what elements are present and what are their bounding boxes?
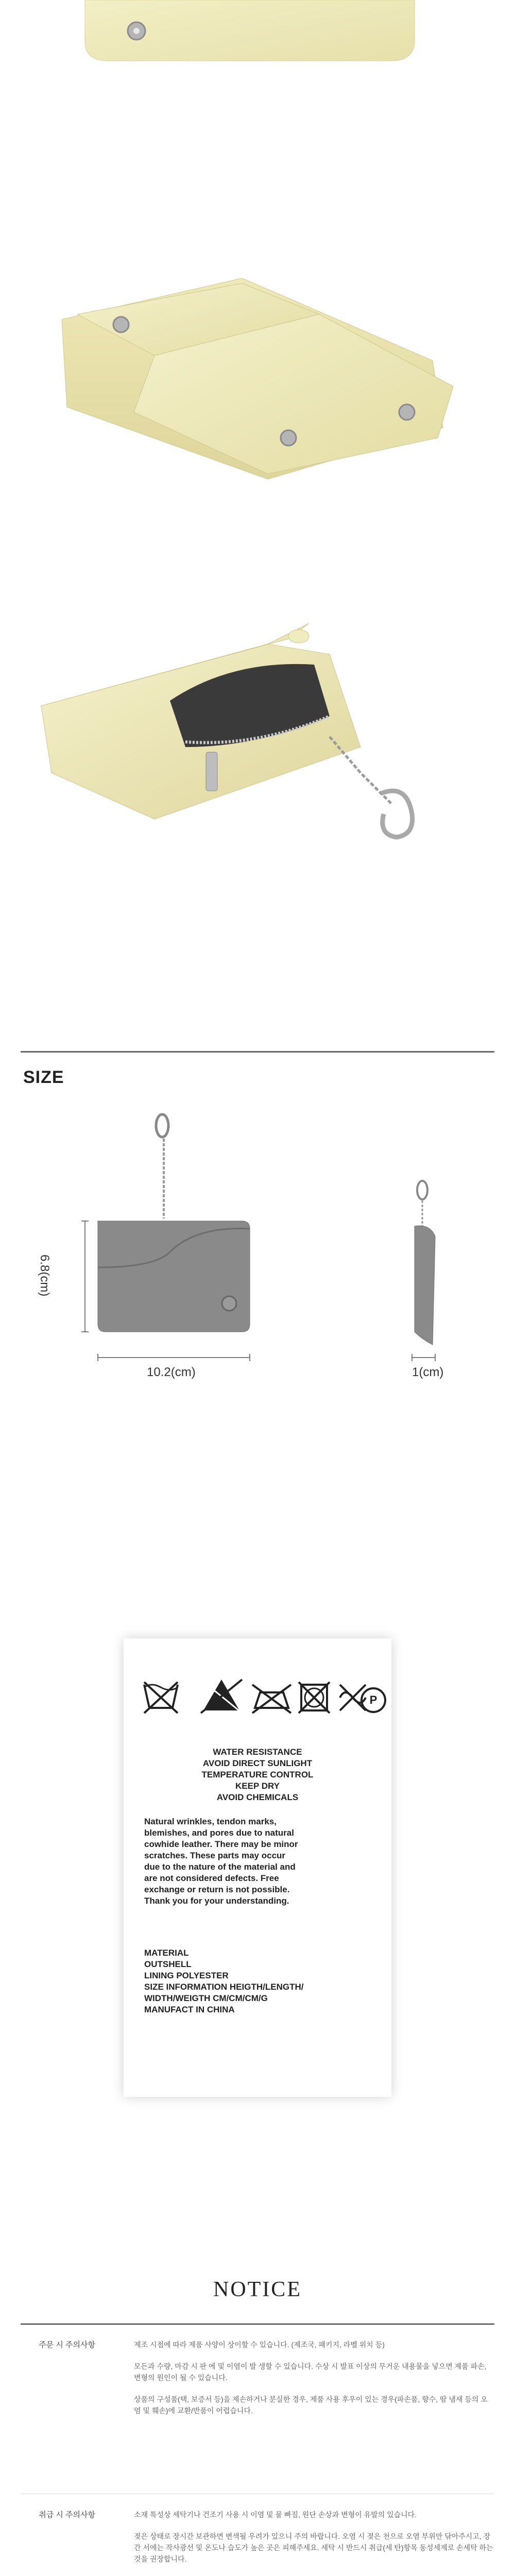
material-line: LINING POLYESTER [144,1971,229,1980]
care-lines-bottom [144,1947,371,2015]
wallet-closeup-illustration [0,0,515,64]
care-icons-row [124,1664,391,1731]
notice-row-body [134,2509,494,2575]
notice-row-label: 주문 시 주의사항 [39,2341,95,2349]
notice-row-label: 취급 시 주의사항 [39,2511,95,2519]
material-line: MANUFACT IN CHINA [144,2005,235,2014]
notice-para: 상품의 구성품(택, 보증서 등)을 제손하거나 분실한 경우, 제품 사용 후우이 있는 경우(파손품, 향수, 땀 냄새 등의 오염 및 훼손)에 교환/반품이 어렵습니다. [134,2395,488,2415]
depth-label: 1(cm) [412,1365,444,1379]
care-tag [124,1638,391,2097]
notice-table [0,2339,515,2576]
notice-row-body [134,2339,494,2427]
open-wallet-illustration [0,258,515,505]
no-wash-icon [144,1682,178,1713]
width-label: 10.2(cm) [147,1365,196,1379]
product-photo-open-wallet [0,258,515,505]
no-bleach-icon [201,1680,242,1713]
care-line: TEMPERATURE CONTROL [201,1770,314,1780]
no-tumble-dry-icon [299,1682,330,1713]
notice-top-rule [21,2324,494,2325]
care-lines-top [124,1747,391,1803]
product-photo-zipper-keyring [0,577,515,866]
size-section [0,1051,515,1571]
material-line: OUTSHELL [144,1959,192,1969]
notice-title: NOTICE [213,2278,302,2301]
notice-para: 젖은 상태로 장시간 보관하면 변색될 우려가 있으니 주의 바랍니다. 오염 시 젖은 천으로 오염 부위만 닦아주시고, 장간 서에는 작사광선 및 온도나 습도가 높은 곳은 피해주세요. 세탁 시 반드시 취급(세 탄)항목 동성세제로 손세탁 하는 것을 권장합니다. [134,2532,493,2563]
material-line: SIZE INFORMATION HEIGTH/LENGTH/ [144,1982,304,1992]
care-line: AVOID CHEMICALS [216,1792,299,1802]
professional-clean-icon: P [360,1687,386,1713]
product-photo-snap-closeup [0,0,515,64]
care-line: KEEP DRY [235,1781,280,1791]
care-paragraph: Natural wrinkles, tendon marks, blemishes, and pores due to natural cowhide leather. There may be minor scratches. These parts may occur due to the nature of the material and are not considered defects. Free exchange or return is not possible. Thank you for your understanding. [144,1817,298,1906]
no-iron-icon [252,1685,291,1713]
size-divider-line [21,1051,494,1053]
material-line: WIDTH/WEIGTH CM/CM/CM/G [144,1993,268,2003]
size-title: SIZE [23,1067,64,1087]
notice-para: 모든과 수량, 마감 시 판 에 및 이염이 발 생할 수 있습니다. 수상 시 발표 이상의 무거운 내용물을 넣으면 제품 파손, 변형의 원인이 될 수 있습니다. [134,2362,487,2382]
zipper-wallet-illustration [0,577,515,866]
size-diagram [0,1097,515,1561]
material-line: MATERIAL [144,1948,189,1958]
care-line: AVOID DIRECT SUNLIGHT [202,1758,313,1768]
notice-para: 제조 시점에 따라 제품 사양이 상이할 수 있습니다. (제조국, 패키지, 라벨 위치 등) [134,2341,385,2349]
notice-para: 소재 특성상 세탁기나 건조기 사용 시 이염 및 물 빠짐, 원단 손상과 변형이 유발의 있습니다. [134,2511,417,2519]
height-label: 6.8(cm) [38,1255,52,1297]
care-line: WATER RESISTANCE [213,1747,302,1757]
